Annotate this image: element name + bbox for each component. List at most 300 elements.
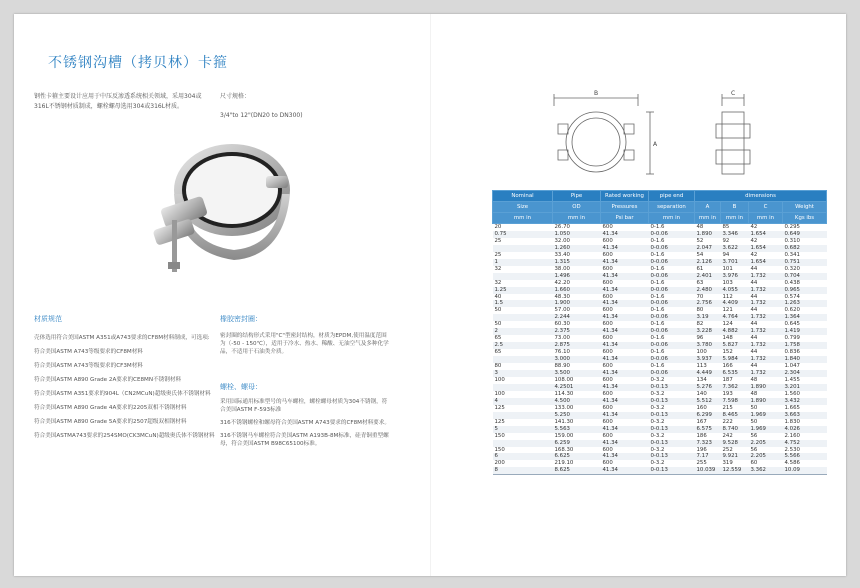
table-cell: 1.419	[783, 328, 827, 335]
table-cell: 200	[494, 460, 505, 467]
table-cell: 41.34	[601, 231, 649, 238]
table-cell: 40	[494, 293, 502, 300]
table-cell: 1.969	[749, 426, 783, 433]
table-cell: 6.625	[553, 453, 601, 460]
table-cell: 0-0.06	[649, 300, 695, 307]
bolt-text: 316不锈钢螺栓和螺母符合美国ASTM A743要求的CF8M材料要求。	[220, 420, 390, 426]
table-cell: 6	[493, 453, 553, 460]
table-cell: 41.34	[601, 342, 649, 349]
table-cell: 6.575	[695, 426, 721, 433]
table-cell: 0.341	[784, 251, 800, 258]
table-cell: 242	[722, 432, 733, 439]
table-cell: 100	[696, 349, 707, 356]
table-cell: 0-3.2	[650, 446, 665, 453]
table-cell: 0-0.06	[649, 328, 695, 335]
table-cell: 2.126	[695, 259, 721, 266]
table-cell: 0.799	[784, 335, 800, 342]
unit-cell: Kgs ibs	[783, 213, 827, 224]
table-cell: 7.323	[695, 440, 721, 447]
table-cell: 41.34	[601, 287, 649, 294]
table-cell: 2.047	[695, 245, 721, 252]
table-cell: 44	[750, 293, 758, 300]
table-row	[493, 453, 827, 460]
table-cell: 41.34	[601, 300, 649, 307]
table-cell: 4.026	[783, 426, 827, 433]
table-cell: 52	[696, 237, 704, 244]
table-cell: 1.890	[695, 231, 721, 238]
table-cell: 3.701	[721, 259, 749, 266]
table-cell: 2.244	[553, 314, 601, 321]
table-cell: 0-0.06	[649, 259, 695, 266]
table-row	[493, 238, 827, 245]
table-cell: 41.34	[601, 273, 649, 280]
table-cell: 1.5	[493, 300, 553, 307]
table-cell: 50	[750, 404, 758, 411]
table-cell: 0-1.6	[650, 335, 665, 342]
table-cell: 41.34	[601, 384, 649, 391]
table-cell: 4	[493, 398, 553, 405]
table-cell: 85	[722, 224, 730, 230]
table-cell: 1.758	[783, 342, 827, 349]
table-cell: 50	[494, 307, 502, 314]
table-cell: 1.900	[553, 300, 601, 307]
table-row	[493, 440, 827, 447]
table-cell: 41.34	[601, 467, 649, 474]
table-cell: 3.362	[749, 467, 783, 474]
table-row	[493, 370, 827, 377]
table-cell: 0-3.2	[650, 376, 665, 383]
table-cell: 42.20	[554, 279, 570, 286]
table-cell: 0-0.13	[649, 453, 695, 460]
table-cell: 61	[696, 265, 704, 272]
table-cell: 0.965	[783, 287, 827, 294]
table-row	[493, 356, 827, 363]
table-cell	[493, 440, 553, 447]
table-cell: 600	[602, 418, 613, 425]
table-cell: 1.840	[783, 356, 827, 363]
table-cell: 2.480	[695, 287, 721, 294]
table-cell: 0-3.2	[650, 460, 665, 467]
size-value: 3/4"to 12"(DN20 to DN300)	[220, 112, 303, 119]
table-cell: 7.17	[695, 453, 721, 460]
table-cell: 56	[750, 446, 758, 453]
table-cell: 6.535	[721, 370, 749, 377]
table-cell: 600	[602, 237, 613, 244]
table-cell: 600	[602, 224, 613, 230]
table-cell: 33.40	[554, 251, 570, 258]
page-title: 不锈钢沟槽（拷贝林）卡箍	[48, 55, 228, 71]
table-cell: 0.438	[784, 279, 800, 286]
table-cell: 2.205	[749, 440, 783, 447]
table-cell: 80	[494, 363, 502, 370]
table-cell: 44	[750, 321, 758, 328]
table-cell: 44	[750, 265, 758, 272]
table-cell: 0.310	[784, 237, 800, 244]
table-cell: 0-0.13	[649, 467, 695, 474]
table-cell: 2.160	[784, 432, 800, 439]
table-cell: 0-3.2	[650, 418, 665, 425]
table-cell	[493, 314, 553, 321]
table-cell: 2.375	[553, 328, 601, 335]
table-cell	[493, 356, 553, 363]
table-cell: 1.732	[749, 314, 783, 321]
materials-list	[34, 334, 220, 446]
table-cell: 150	[494, 432, 505, 439]
table-cell: 186	[696, 432, 707, 439]
unit-cell: mm in	[493, 213, 553, 224]
table-cell: 160	[696, 404, 707, 411]
table-row	[493, 363, 827, 370]
unit-cell: mm in	[721, 213, 749, 224]
table-cell: 2.205	[749, 453, 783, 460]
table-row	[493, 447, 827, 454]
table-row	[493, 433, 827, 440]
table-cell: 48	[696, 224, 704, 230]
table-cell: 0-1.6	[650, 321, 665, 328]
table-cell: 0-0.13	[649, 440, 695, 447]
material-item: 符合美国ASTM A743等级要求的CF8M材料	[34, 349, 143, 355]
subheader-cell: Size	[493, 202, 553, 213]
table-cell: 96	[696, 335, 704, 342]
table-cell: 1.654	[749, 259, 783, 266]
table-cell: 9.921	[721, 453, 749, 460]
table-cell: 1.660	[553, 287, 601, 294]
table-cell: 152	[722, 349, 733, 356]
table-cell: 1.732	[749, 342, 783, 349]
table-row	[493, 280, 827, 287]
table-row	[493, 377, 827, 384]
table-cell: 0-1.6	[650, 279, 665, 286]
table-cell: 0-0.06	[649, 356, 695, 363]
table-cell: 600	[602, 307, 613, 314]
intro-text: 钢性卡箍主要设计应用于中压反渗透系统相关领域，采用304或316L不锈钢材质制成，螺栓螺母选用304或316L材质。	[34, 93, 202, 110]
table-cell: 44	[750, 279, 758, 286]
table-cell: 600	[602, 293, 613, 300]
table-cell: 65	[494, 349, 502, 356]
table-cell: 7.598	[721, 398, 749, 405]
table-cell: 26.70	[554, 224, 570, 230]
table-cell: 187	[722, 376, 733, 383]
table-cell: 8	[493, 467, 553, 474]
bolt-heading: 螺栓、螺母：	[220, 383, 262, 391]
table-cell: 44	[750, 307, 758, 314]
table-cell: 0-1.6	[650, 265, 665, 272]
table-cell: 1.263	[783, 300, 827, 307]
table-cell: 148	[722, 335, 733, 342]
table-cell: 600	[602, 432, 613, 439]
table-cell: 0.649	[783, 231, 827, 238]
header-nominal: Nominal	[493, 191, 553, 202]
spec-table	[492, 190, 827, 475]
table-cell: 60	[750, 460, 758, 467]
table-cell: 1.560	[784, 390, 800, 397]
table-cell: 222	[722, 418, 733, 425]
table-row	[493, 252, 827, 259]
table-cell: 3.346	[721, 231, 749, 238]
table-cell: 4.882	[721, 328, 749, 335]
table-cell: 41.34	[601, 453, 649, 460]
table-cell: 0-1.6	[650, 237, 665, 244]
material-item: 符合美国ASTM A890 Grade 2A要求的CE8MN不锈钢材料	[34, 377, 182, 383]
size-label: 尺寸规格：	[220, 93, 251, 100]
table-cell: 125	[494, 418, 505, 425]
table-cell: 3.663	[783, 412, 827, 419]
clamp-product-image	[134, 132, 304, 292]
header-pipe-end: pipe end	[649, 191, 695, 202]
bolt-text: 采用国际通用标准型号的马车螺栓，螺栓螺母材质为304不锈钢，符合美国ASTM F-593标准	[220, 399, 388, 413]
table-row	[493, 287, 827, 294]
table-row	[493, 321, 827, 328]
table-row	[493, 398, 827, 405]
table-cell: 600	[602, 390, 613, 397]
table-cell: 0.75	[493, 231, 553, 238]
table-cell: 255	[696, 460, 707, 467]
table-cell: 2.5	[493, 342, 553, 349]
table-cell: 1.969	[749, 412, 783, 419]
table-cell: 38.00	[554, 265, 570, 272]
table-cell: 3.500	[553, 370, 601, 377]
subheader-cell: Weight	[783, 202, 827, 213]
table-cell: 0.645	[784, 321, 800, 328]
table-cell: 3.000	[553, 356, 601, 363]
table-cell: 0.574	[784, 293, 800, 300]
table-cell: 4.752	[783, 440, 827, 447]
table-cell: 124	[722, 321, 733, 328]
table-cell: 1.654	[749, 231, 783, 238]
table-cell: 25	[494, 251, 502, 258]
bolt-texts	[220, 398, 390, 453]
material-item: 符合美国ASTM A351要求的904L（CN2MCuN)超级奥氏体不锈钢材料	[34, 391, 211, 397]
table-cell: 141.30	[554, 418, 574, 425]
table-cell: 0-0.06	[649, 342, 695, 349]
table-cell: 5.827	[721, 342, 749, 349]
table-cell: 63	[696, 279, 704, 286]
table-cell	[493, 384, 553, 391]
table-cell: 112	[722, 293, 733, 300]
bolt-text: 316不锈钢马车螺栓符合美国ASTM A193B-8M标准，硅青铜重型螺母，符合美国ASTM B98C65100标准。	[220, 433, 389, 447]
table-cell: 41.34	[601, 356, 649, 363]
table-row	[493, 245, 827, 252]
table-cell: 41.34	[601, 412, 649, 419]
table-cell: 1	[493, 259, 553, 266]
table-cell: 7.362	[721, 384, 749, 391]
table-cell: 215	[722, 404, 733, 411]
table-cell: 1.25	[493, 287, 553, 294]
table-cell: 4.2501	[553, 384, 601, 391]
table-cell: 0-0.06	[649, 231, 695, 238]
table-cell: 167	[696, 418, 707, 425]
table-cell: 1.732	[749, 356, 783, 363]
table-cell: 73.00	[554, 335, 570, 342]
table-row	[493, 328, 827, 335]
table-cell: 1.496	[553, 273, 601, 280]
table-cell: 2.530	[784, 446, 800, 453]
table-cell: 1.047	[784, 363, 800, 370]
dimension-drawing	[534, 84, 792, 196]
table-cell: 193	[722, 390, 733, 397]
table-cell: 25	[494, 237, 502, 244]
table-row	[493, 259, 827, 266]
table-cell: 0-1.6	[650, 307, 665, 314]
table-cell: 133.00	[554, 404, 574, 411]
table-cell: 252	[722, 446, 733, 453]
subheader-cell: C	[749, 202, 783, 213]
table-cell: 32	[494, 279, 502, 286]
table-cell: 0-0.13	[649, 426, 695, 433]
table-cell	[493, 245, 553, 252]
table-cell: 150	[494, 446, 505, 453]
table-cell: 600	[602, 335, 613, 342]
table-cell: 0-1.6	[650, 349, 665, 356]
table-cell: 4.764	[721, 314, 749, 321]
unit-cell: Psi bar	[601, 213, 649, 224]
table-cell: 48.30	[554, 293, 570, 300]
table-cell: 0.295	[784, 224, 800, 230]
subheader-cell: B	[721, 202, 749, 213]
table-cell: 1.830	[784, 418, 800, 425]
table-row	[493, 426, 827, 433]
table-cell: 125	[494, 404, 505, 411]
table-cell: 319	[722, 460, 733, 467]
table-cell: 20	[494, 224, 502, 230]
table-cell: 32.00	[554, 237, 570, 244]
table-row	[493, 391, 827, 398]
table-cell: 103	[722, 279, 733, 286]
table-cell: 4.449	[695, 370, 721, 377]
table-row	[493, 307, 827, 314]
table-cell: 1.890	[749, 398, 783, 405]
table-cell: 3	[493, 370, 553, 377]
table-cell: 44	[750, 349, 758, 356]
table-cell: 0.320	[784, 265, 800, 272]
table-cell: 50	[750, 418, 758, 425]
table-cell: 41.34	[601, 370, 649, 377]
table-cell: 6.299	[695, 412, 721, 419]
table-cell: 3.432	[783, 398, 827, 405]
table-cell: 0.682	[783, 245, 827, 252]
table-cell: 4.055	[721, 287, 749, 294]
table-cell: 0-0.06	[649, 314, 695, 321]
table-cell: 0-3.2	[650, 404, 665, 411]
material-item: 符合美国ASTM A743等级要求的CF3M材料	[34, 363, 143, 369]
table-cell: 8.465	[721, 412, 749, 419]
header-rated: Rated working	[601, 191, 649, 202]
drawing-label-b: B	[594, 90, 599, 97]
table-cell: 0-0.06	[649, 287, 695, 294]
material-item: 壳体选用符合美国ASTM A351或A743要求的CF8M材料制成，可选项:	[34, 335, 210, 341]
table-cell: 82	[696, 321, 704, 328]
table-cell: 0.751	[783, 259, 827, 266]
drawing-label-a: A	[653, 141, 658, 148]
table-cell: 1.732	[749, 287, 783, 294]
table-cell: 5.563	[553, 426, 601, 433]
table-cell: 3.976	[721, 273, 749, 280]
material-item: 符合美国ASTMA743要求的254SMO(CK3MCuN)超级奥氏体不锈钢材料	[34, 433, 215, 439]
table-cell: 1.260	[553, 245, 601, 252]
table-cell: 4.409	[721, 300, 749, 307]
table-cell	[493, 412, 553, 419]
table-row	[493, 266, 827, 273]
table-cell: 3.622	[721, 245, 749, 252]
table-cell: 44	[750, 363, 758, 370]
table-cell: 2.875	[553, 342, 601, 349]
table-cell: 134	[696, 376, 707, 383]
table-cell: 219.10	[554, 460, 574, 467]
table-cell: 0.836	[784, 349, 800, 356]
table-cell: 41.34	[601, 426, 649, 433]
table-cell: 4.500	[553, 398, 601, 405]
table-cell: 70	[696, 293, 704, 300]
table-cell: 1.732	[749, 370, 783, 377]
table-cell: 42	[750, 237, 758, 244]
table-cell: 41.34	[601, 328, 649, 335]
subheader-cell: Pressures	[601, 202, 649, 213]
table-row	[493, 467, 827, 474]
table-cell: 94	[722, 251, 730, 258]
table-cell: 92	[722, 237, 730, 244]
table-cell: 32	[494, 265, 502, 272]
table-cell: 0-0.13	[649, 412, 695, 419]
table-cell: 600	[602, 251, 613, 258]
table-cell: 5	[493, 426, 553, 433]
header-pipe: Pipe	[553, 191, 601, 202]
table-cell: 56	[750, 432, 758, 439]
table-row	[493, 342, 827, 349]
table-row	[493, 412, 827, 419]
table-cell: 121	[722, 307, 733, 314]
material-item: 符合美国ASTM A890 Grade 4A要求的2205双相不锈钢材料	[34, 405, 187, 411]
gasket-heading: 橡胶密封圈：	[220, 315, 262, 323]
table-cell: 114.30	[554, 390, 574, 397]
table-cell: 57.00	[554, 307, 570, 314]
table-cell: 3.937	[695, 356, 721, 363]
table-cell: 8.625	[553, 467, 601, 474]
table-row	[493, 460, 827, 467]
table-cell: 41.34	[601, 259, 649, 266]
table-cell: 41.34	[601, 245, 649, 252]
table-cell: 3.19	[695, 314, 721, 321]
table-cell: 48	[750, 376, 758, 383]
table-cell: 1.050	[553, 231, 601, 238]
table-cell: 2.401	[695, 273, 721, 280]
table-cell: 41.34	[601, 398, 649, 405]
table-cell: 0-3.2	[650, 390, 665, 397]
table-cell: 1.364	[783, 314, 827, 321]
table-cell: 3.201	[783, 384, 827, 391]
table-cell: 113	[696, 363, 707, 370]
table-cell: 3.780	[695, 342, 721, 349]
table-cell: 41.34	[601, 440, 649, 447]
table-cell: 0-1.6	[650, 293, 665, 300]
drawing-label-c: C	[731, 90, 736, 97]
table-cell: 80	[696, 307, 704, 314]
table-cell: 10.039	[695, 467, 721, 474]
table-cell: 1.732	[749, 273, 783, 280]
table-cell: 42	[750, 224, 758, 230]
table-row	[493, 224, 827, 231]
table-cell: 140	[696, 390, 707, 397]
table-cell: 1.890	[749, 384, 783, 391]
table-cell: 42	[750, 251, 758, 258]
table-cell: 600	[602, 349, 613, 356]
table-row	[493, 349, 827, 356]
table-cell: 0-0.13	[649, 398, 695, 405]
table-cell: 41.34	[601, 314, 649, 321]
table-cell: 0.620	[784, 307, 800, 314]
table-cell: 600	[602, 363, 613, 370]
table-cell: 5.276	[695, 384, 721, 391]
unit-cell: mm in	[649, 213, 695, 224]
